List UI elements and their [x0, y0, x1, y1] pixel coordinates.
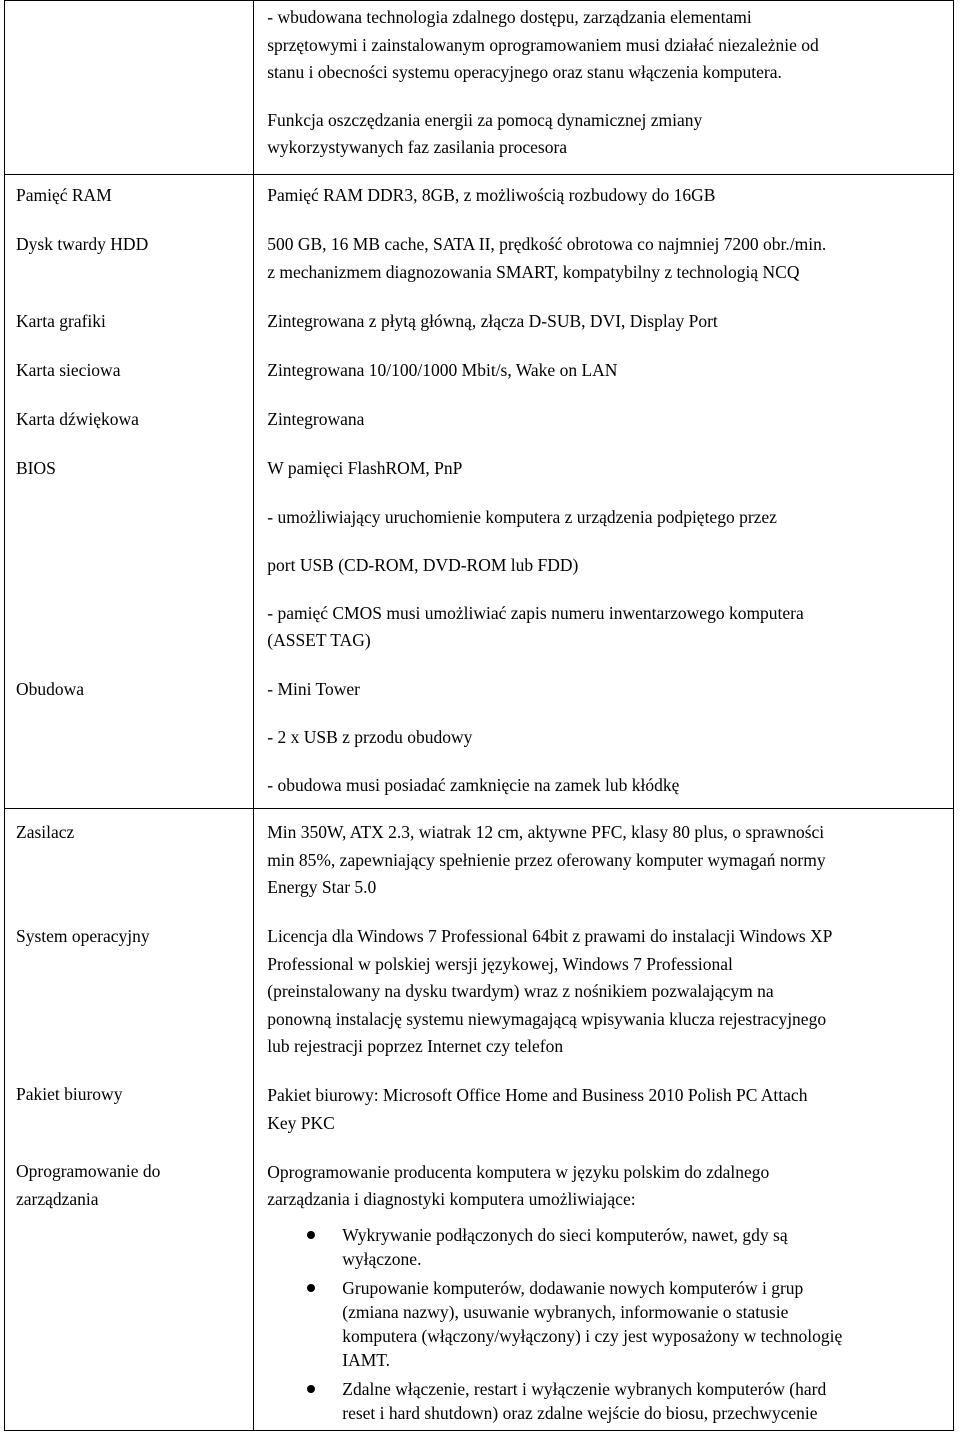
list-item-line: Wykrywanie podłączonych do sieci komputerów, nawet, gdy są — [342, 1225, 788, 1245]
label-psu: Zasilacz — [16, 822, 75, 842]
nic-spec: Zintegrowana 10/100/1000 Mbit/s, Wake on LAN — [267, 359, 618, 380]
label-hdd: Dysk twardy HDD — [16, 234, 149, 254]
table-row — [5, 809, 954, 1431]
text-line: wykorzystywanych faz zasilania procesora — [267, 137, 568, 157]
os-spec-line: Professional w polskiej wersji językowej, Windows 7 Professional — [267, 953, 733, 974]
bios-spec-line: port USB (CD-ROM, DVD-ROM lub FDD) — [267, 554, 579, 575]
gpu-spec: Zintegrowana z płytą główną, złącza D-SUB, DVI, Display Port — [267, 310, 718, 331]
value-cell — [254, 809, 954, 1431]
empty-label-cell — [5, 1, 254, 175]
list-item-line: wyłączone. — [342, 1249, 422, 1269]
bullet-icon — [307, 1231, 315, 1239]
label-office: Pakiet biurowy — [16, 1084, 123, 1104]
case-spec-line: - 2 x USB z przodu obudowy — [267, 727, 473, 747]
list-item — [267, 1223, 953, 1271]
list-item-line: komputera (włączony/wyłączony) i czy jest wyposażony w technologię — [342, 1326, 843, 1346]
mgmt-spec-line: Oprogramowanie producenta komputera w języku polskim do zdalnego — [267, 1161, 770, 1182]
value-cell — [254, 1, 954, 175]
case-spec-line: - Mini Tower — [267, 679, 360, 699]
label-os: System operacyjny — [16, 926, 150, 946]
os-spec-line: (preinstalowany na dysku twardym) wraz z nośnikiem pozwalającym na — [267, 981, 774, 1001]
os-spec-line: ponowną instalację systemu niewymagającą wpisywania klucza rejestracyjnego — [267, 1008, 827, 1029]
list-item-line: reset i hard shutdown) oraz zdalne wejście do biosu, przechwycenie — [342, 1403, 818, 1423]
bullet-icon — [307, 1284, 315, 1292]
text-line: sprzętowymi i zainstalowanym oprogramowaniem musi działać niezależnie od — [267, 34, 819, 55]
bios-spec-line: - umożliwiający uruchomienie komputera z urządzenia podpiętego przez — [267, 506, 777, 527]
os-spec-line: Licencja dla Windows 7 Professional 64bit z prawami do instalacji Windows XP — [267, 926, 833, 946]
table-row — [5, 1, 954, 175]
list-item — [267, 1377, 953, 1425]
hdd-spec-line: z mechanizmem diagnozowania SMART, kompatybilny z technologią NCQ — [267, 261, 800, 282]
psu-spec-line: Energy Star 5.0 — [267, 877, 377, 897]
list-item-line: IAMT. — [342, 1350, 391, 1370]
label-ram: Pamięć RAM — [16, 185, 112, 205]
bios-spec-line: - pamięć CMOS musi umożliwiać zapis numeru inwentarzowego komputera — [267, 602, 804, 623]
label-mgmt: zarządzania — [16, 1188, 99, 1209]
label-cell — [5, 809, 254, 1431]
ram-spec: Pamięć RAM DDR3, 8GB, z możliwością rozbudowy do 16GB — [267, 185, 716, 205]
list-item-line: Zdalne włączenie, restart i wyłączenie wybranych komputerów (hard — [342, 1379, 827, 1399]
bios-spec-line: (ASSET TAG) — [267, 630, 371, 650]
label-bios: BIOS — [16, 458, 56, 478]
list-item — [267, 1276, 953, 1372]
label-nic: Karta sieciowa — [16, 360, 121, 380]
office-spec-line: Key PKC — [267, 1112, 335, 1133]
bullet-icon — [307, 1385, 315, 1393]
mgmt-spec-line: zarządzania i diagnostyki komputera umożliwiające: — [267, 1189, 636, 1209]
value-cell — [254, 175, 954, 809]
spec-table — [4, 0, 954, 1431]
hdd-spec-line: 500 GB, 16 MB cache, SATA II, prędkość obrotowa co najmniej 7200 obr./min. — [267, 234, 827, 254]
psu-spec-line: Min 350W, ATX 2.3, wiatrak 12 cm, aktywne PFC, klasy 80 plus, o sprawności — [267, 822, 825, 842]
psu-spec-line: min 85%, zapewniający spełnienie przez oferowany komputer wymagań normy — [267, 849, 826, 870]
label-mgmt: Oprogramowanie do — [16, 1161, 161, 1181]
list-item-line: (zmiana nazwy), usuwanie wybranych, informowanie o statusie — [342, 1302, 789, 1322]
text-line: - wbudowana technologia zdalnego dostępu, zarządzania elementami — [267, 7, 752, 27]
text-line: Funkcja oszczędzania energii za pomocą dynamicznej zmiany — [267, 109, 703, 130]
list-item-line: Grupowanie komputerów, dodawanie nowych komputerów i grup — [342, 1278, 804, 1298]
bios-spec-line: W pamięci FlashROM, PnP — [267, 457, 463, 478]
label-gpu: Karta grafiki — [16, 311, 106, 331]
label-case: Obudowa — [16, 679, 85, 699]
audio-spec: Zintegrowana — [267, 408, 365, 429]
label-cell — [5, 175, 254, 809]
mgmt-feature-list — [267, 1223, 953, 1425]
text-line: stanu i obecności systemu operacyjnego oraz stanu włączenia komputera. — [267, 62, 782, 82]
label-audio: Karta dźwiękowa — [16, 409, 139, 429]
os-spec-line: lub rejestracji poprzez Internet czy telefon — [267, 1036, 564, 1056]
case-spec-line: - obudowa musi posiadać zamknięcie na zamek lub kłódkę — [267, 775, 680, 795]
office-spec-line: Pakiet biurowy: Microsoft Office Home and Business 2010 Polish PC Attach — [267, 1085, 808, 1105]
table-row — [5, 175, 954, 809]
